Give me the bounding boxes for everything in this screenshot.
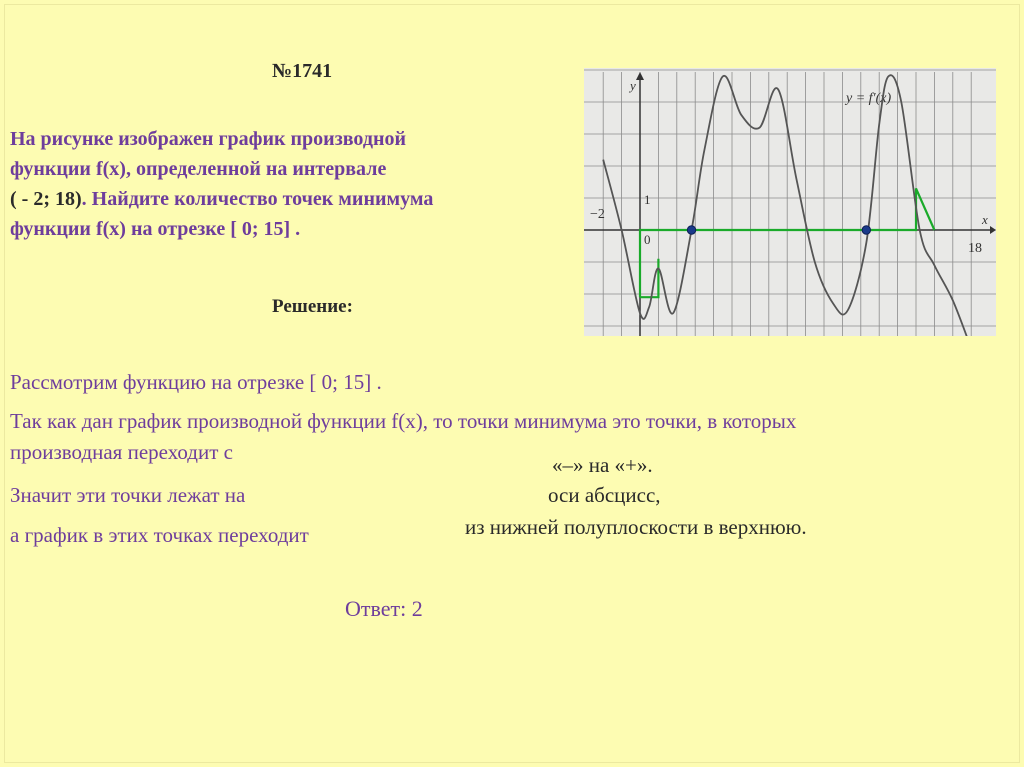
problem-statement [10, 124, 570, 244]
answer: Ответ: 2 [345, 596, 423, 621]
minimum-point [687, 226, 695, 234]
solution-line-1: Рассмотрим функцию на отрезке [ 0; 15] . [10, 370, 382, 394]
problem-line-1: На рисунке изображен график производной [10, 128, 406, 150]
solution-line-4: Значит эти точки лежат на [10, 483, 246, 507]
solution-line-3: производная переходит с [10, 440, 233, 464]
problem-line-3 [10, 184, 570, 214]
tick-label-1: 1 [644, 192, 651, 207]
function-label: y = f′(x) [846, 91, 892, 106]
solution-heading: Решение: [272, 296, 353, 317]
solution-sign-change: «–» на «+». [552, 453, 653, 477]
solution-halfplanes: из нижней полуплоскости в верхнюю. [465, 515, 807, 539]
problem-number: №1741 [272, 60, 333, 82]
minimum-point [862, 226, 870, 234]
graph-svg [584, 68, 996, 336]
x-axis-label: x [982, 212, 988, 227]
solution-abscissa: оси абсцисс, [548, 483, 661, 507]
solution-line-2: Так как дан график производной функции f(x), то точки минимума это точки, в которых [10, 409, 797, 433]
tick-label-18: 18 [968, 241, 982, 256]
y-axis-label: y [630, 78, 636, 93]
derivative-graph [584, 68, 996, 336]
tick-label-0: 0 [644, 232, 651, 247]
y-axis-arrow [636, 72, 644, 80]
problem-line-4: функции f(x) на отрезке [ 0; 15] . [10, 218, 301, 240]
problem-line-3-rest: . Найдите количество точек минимума [81, 188, 434, 210]
highlight-bracket [640, 259, 658, 297]
x-axis-arrow [990, 226, 996, 234]
solution-line-5: а график в этих точках переходит [10, 523, 309, 547]
problem-line-2: функции f(x), определенной на интервале [10, 158, 387, 180]
tick-label-neg2: −2 [590, 207, 605, 222]
interval-text: ( - 2; 18) [10, 188, 82, 210]
